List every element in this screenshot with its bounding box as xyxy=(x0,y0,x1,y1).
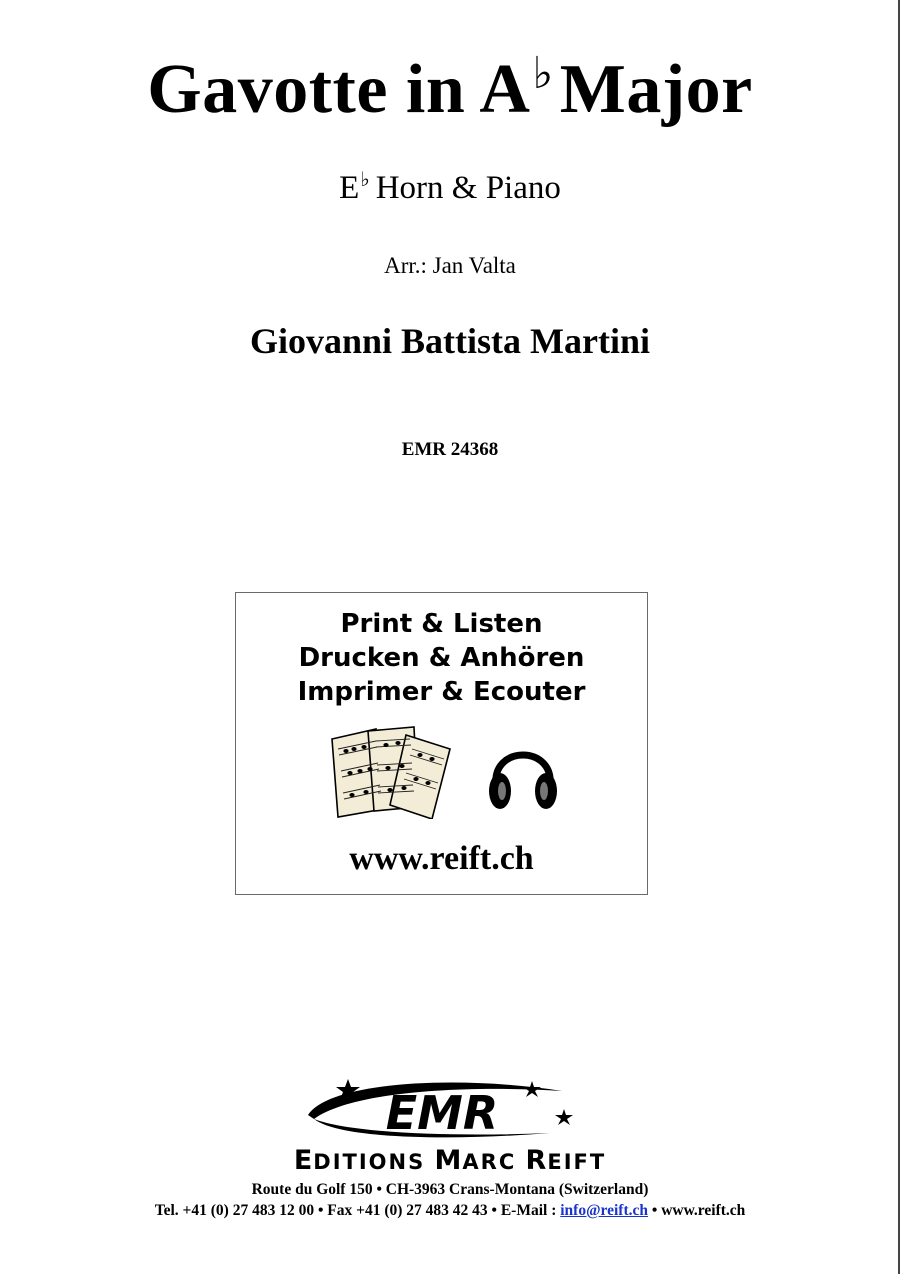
instrumentation-suffix: Horn & Piano xyxy=(375,170,561,206)
instrumentation-flat-accidental: ♭ xyxy=(360,167,370,191)
title-prefix: Gavotte in A xyxy=(147,51,531,128)
catalog-number: EMR 24368 xyxy=(401,439,499,460)
score-title xyxy=(0,50,900,138)
publisher-name-m: M xyxy=(434,1145,463,1176)
phone-number: Tel. +41 (0) 27 483 12 00 xyxy=(154,1202,315,1219)
publisher-name-ditions: DITIONS xyxy=(313,1150,435,1174)
promo-line-english: Print & Listen xyxy=(340,609,543,639)
separator: • xyxy=(491,1202,497,1219)
email-label: E-Mail : xyxy=(500,1202,557,1219)
separator: • xyxy=(317,1202,324,1219)
emr-logo xyxy=(300,1075,590,1145)
publisher-name xyxy=(0,1145,900,1178)
publisher-name-r: R xyxy=(525,1145,548,1176)
emr-logo-text: EMR xyxy=(385,1086,499,1140)
publisher-name-e: E xyxy=(293,1145,314,1176)
title-suffix: Major xyxy=(559,51,753,128)
publisher-address: Route du Golf 150 • CH-3963 Crans-Montana (Switzerland) xyxy=(251,1181,649,1198)
publisher-name-arc: ARC xyxy=(462,1150,526,1174)
promo-line-french: Imprimer & Ecouter xyxy=(297,677,586,707)
instrumentation xyxy=(0,168,900,211)
composer-name: Giovanni Battista Martini xyxy=(249,321,650,361)
promo-website-link[interactable]: www.reift.ch xyxy=(349,840,534,877)
print-listen-promo-box[interactable] xyxy=(235,592,648,895)
fax-number: Fax +41 (0) 27 483 42 43 xyxy=(327,1202,488,1219)
sheet-music-icon xyxy=(328,723,454,819)
instrumentation-prefix: E xyxy=(339,170,360,206)
promo-line-german: Drucken & Anhören xyxy=(298,643,585,673)
website-link[interactable]: www.reift.ch xyxy=(661,1202,746,1219)
headphones-icon xyxy=(486,735,560,815)
publisher-contact xyxy=(0,1201,900,1221)
separator: • xyxy=(651,1202,658,1219)
arranger-credit: Arr.: Jan Valta xyxy=(384,253,516,278)
title-flat-accidental: ♭ xyxy=(532,48,554,99)
publisher-name-eift: EIFT xyxy=(547,1150,607,1174)
email-link[interactable]: info@reift.ch xyxy=(560,1202,648,1219)
